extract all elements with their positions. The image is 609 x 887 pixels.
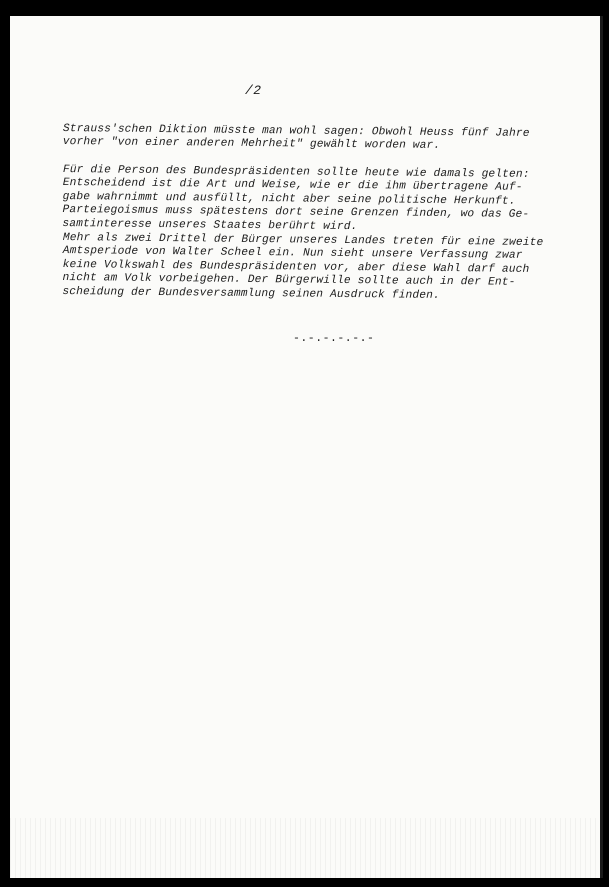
text-line: samtinteresse unseres Staates berührt wird.	[62, 217, 358, 233]
text-line: Strauss'schen Diktion müsste man wohl sagen: Obwohl Heuss fünf Jahre	[62, 123, 530, 140]
paragraph-3	[62, 232, 583, 304]
paragraph-2	[62, 164, 583, 236]
text-line: Mehr als zwei Drittel der Bürger unseres Landes treten für eine zweite	[62, 232, 544, 250]
document-page	[10, 16, 603, 878]
end-mark: -.-.-.-.-.-	[293, 332, 375, 345]
text-line: keine Volkswahl des Bundespräsidenten vor, aber diese Wahl darf auch	[62, 258, 530, 276]
text-line: Parteiegoismus muss spätestens dort seine Grenzen finden, wo das Ge-	[62, 204, 530, 222]
text-line: nicht am Volk vorbeigehen. Der Bürgerwille sollte auch in der Ent-	[62, 272, 516, 289]
text-line: scheidung der Bundesversammlung seinen Ausdruck finden.	[62, 285, 440, 302]
text-line: gabe wahrnimmt und ausfüllt, nicht aber seine politische Herkunft.	[62, 190, 516, 208]
page-number: /2	[245, 83, 262, 98]
text-line: Entscheidend ist die Art und Weise, wie er die ihm übertragene Auf-	[62, 177, 523, 195]
paragraph-1	[63, 123, 583, 155]
text-line: Amtsperiode von Walter Scheel ein. Nun sieht unsere Verfassung zwar	[62, 245, 523, 263]
text-line: Für die Person des Bundespräsidenten sollte heute wie damals gelten:	[62, 164, 530, 181]
text-line: vorher "von einer anderen Mehrheit" gewählt worden war.	[62, 136, 441, 153]
